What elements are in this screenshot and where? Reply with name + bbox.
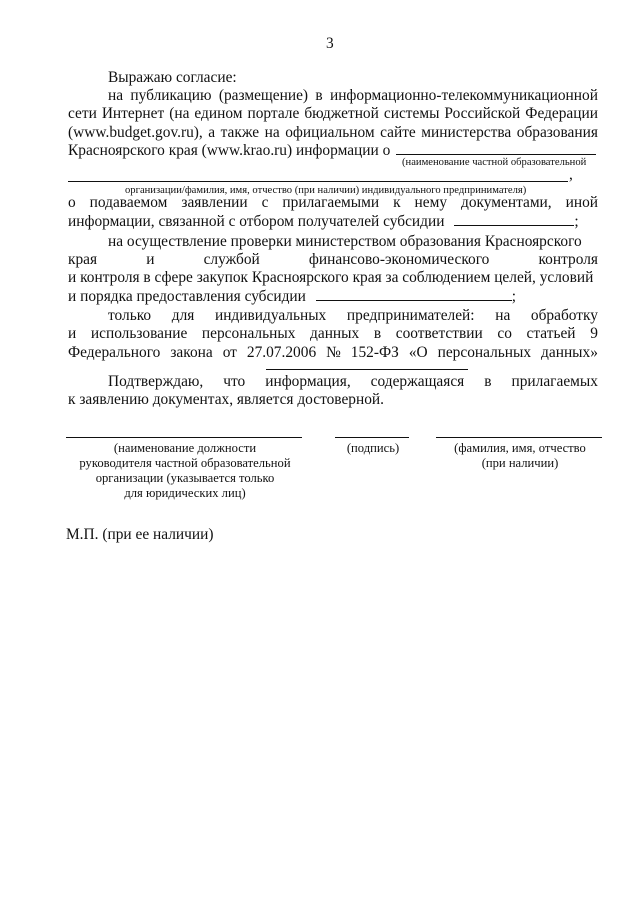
word: со	[497, 325, 512, 342]
word: информационно-телекоммуникационной	[329, 87, 598, 104]
word: заявлении	[181, 194, 248, 211]
name-caption-line-1: (фамилия, имя, отчество	[454, 441, 586, 455]
word: индивидуальных	[214, 307, 327, 324]
position-sign-line	[66, 437, 302, 438]
word: системы	[383, 105, 440, 122]
name-caption-line-2: (при наличии)	[481, 456, 559, 470]
position-caption-line-1: (наименование должности	[113, 441, 257, 455]
consent-p1-line3	[68, 123, 598, 142]
word: на	[108, 87, 124, 104]
word: что	[223, 373, 246, 390]
word: «О	[408, 344, 428, 361]
consent-heading: Выражаю согласие:	[108, 69, 237, 86]
org-name-fill-line-1	[396, 154, 596, 155]
subsidy-fill-line-1	[454, 213, 574, 226]
consent-end-line	[266, 369, 468, 370]
stamp-placeholder: М.П. (при ее наличии)	[66, 526, 214, 543]
word: только	[108, 307, 152, 324]
word: и	[68, 325, 77, 342]
signature-sign-line	[335, 437, 409, 438]
word: сети	[68, 105, 97, 122]
signature-caption: (подпись)	[346, 441, 400, 455]
word: №	[326, 344, 341, 361]
word: контроля	[538, 251, 598, 268]
word: обработку	[530, 307, 598, 324]
word: информация,	[265, 373, 351, 390]
word: данных»	[541, 344, 598, 361]
word: в	[484, 373, 492, 390]
word: нему	[414, 194, 448, 211]
word: едином	[194, 105, 243, 122]
position-caption	[60, 441, 310, 501]
position-caption-line-2: руководителя частной образовательной	[79, 456, 291, 470]
org-name-caption-center: организации/фамилия, имя, отчество (при наличии) индивидуального предпринимателя)	[125, 185, 527, 196]
word: и	[146, 251, 155, 268]
org-name-comma: ,	[569, 166, 573, 183]
word: закона	[170, 344, 213, 361]
subsidy-fill-line-2	[316, 288, 512, 301]
consent-p2-line4	[68, 287, 516, 306]
word: прилагаемых	[511, 373, 598, 390]
word: с	[261, 194, 269, 211]
word: документами,	[460, 194, 552, 211]
word: прилагаемыми	[282, 194, 380, 211]
word: в	[315, 87, 323, 104]
consent-p2-line4-end: ;	[511, 288, 517, 305]
word: Интернет	[101, 105, 165, 122]
word: официальном	[285, 124, 375, 141]
word: статьей	[526, 325, 576, 342]
word: также	[220, 124, 260, 141]
word: Федерации	[525, 105, 598, 122]
name-caption	[432, 441, 608, 471]
word: Федерального	[68, 344, 161, 361]
name-sign-line	[436, 437, 602, 438]
position-caption-line-4: для юридических лиц)	[124, 486, 246, 500]
word: портале	[247, 105, 300, 122]
consent-p1-line6-text: информации, связанной с отбором получателей субсидии	[68, 213, 445, 230]
consent-p3-line2	[68, 324, 598, 343]
word: на	[495, 307, 511, 324]
consent-p1-line2	[68, 104, 598, 123]
word: Российской	[444, 105, 521, 122]
word: персональных	[437, 344, 532, 361]
consent-p3-line3	[68, 343, 598, 362]
word: министерства	[421, 124, 512, 141]
consent-p1-line6-end: ;	[574, 213, 579, 230]
word: для	[171, 307, 195, 324]
word: 9	[590, 325, 598, 342]
page-number: 3	[326, 35, 334, 52]
consent-p1-line1	[108, 86, 598, 105]
consent-p1-line5	[68, 193, 598, 212]
word: образования	[516, 124, 598, 141]
word: бюджетной	[304, 105, 379, 122]
consent-p2-line4-text: и порядка предоставления субсидии	[68, 288, 306, 305]
word: Подтверждаю,	[108, 373, 204, 390]
consent-p1-line4-text: Красноярского края (www.krao.ru) информации о	[68, 142, 391, 159]
word: данных	[310, 325, 360, 342]
consent-p2-line1: на осуществление проверки министерством образования Красноярского	[108, 233, 582, 250]
word: (размещение)	[218, 87, 309, 104]
word: на	[264, 124, 280, 141]
word: финансово-экономического	[308, 251, 490, 268]
word: (на	[169, 105, 190, 122]
word: иной	[565, 194, 598, 211]
word: а	[208, 124, 216, 141]
org-name-fill-line-2	[68, 181, 568, 182]
consent-p1-line4	[68, 141, 390, 160]
org-name-caption-right: (наименование частной образовательной	[402, 157, 587, 168]
word: от	[222, 344, 237, 361]
consent-p3-line1	[108, 306, 598, 325]
word: службой	[203, 251, 260, 268]
word: публикацию	[130, 87, 212, 104]
confirm-line1	[108, 372, 598, 391]
consent-p2-line3: и контроля в сфере закупок Красноярского края за соблюдением целей, условий	[68, 269, 594, 286]
word: (www.budget.gov.ru),	[68, 124, 203, 141]
word: предпринимателей:	[346, 307, 475, 324]
word: персональных	[201, 325, 296, 342]
word: содержащаяся	[370, 373, 465, 390]
word: к	[393, 194, 401, 211]
word: использование	[90, 325, 188, 342]
word: соответствии	[395, 325, 483, 342]
consent-p1-line6	[68, 212, 579, 231]
consent-p2-line2	[68, 250, 598, 269]
word: в	[373, 325, 382, 342]
word: края	[68, 251, 98, 268]
confirm-line2: к заявлению документах, является достоверной.	[68, 391, 385, 408]
word: о	[68, 194, 76, 211]
word: подаваемом	[89, 194, 168, 211]
position-caption-line-3: организации (указывается только	[95, 471, 275, 485]
word: сайте	[380, 124, 416, 141]
word: 27.07.2006	[246, 344, 317, 361]
word: 152-ФЗ	[350, 344, 399, 361]
